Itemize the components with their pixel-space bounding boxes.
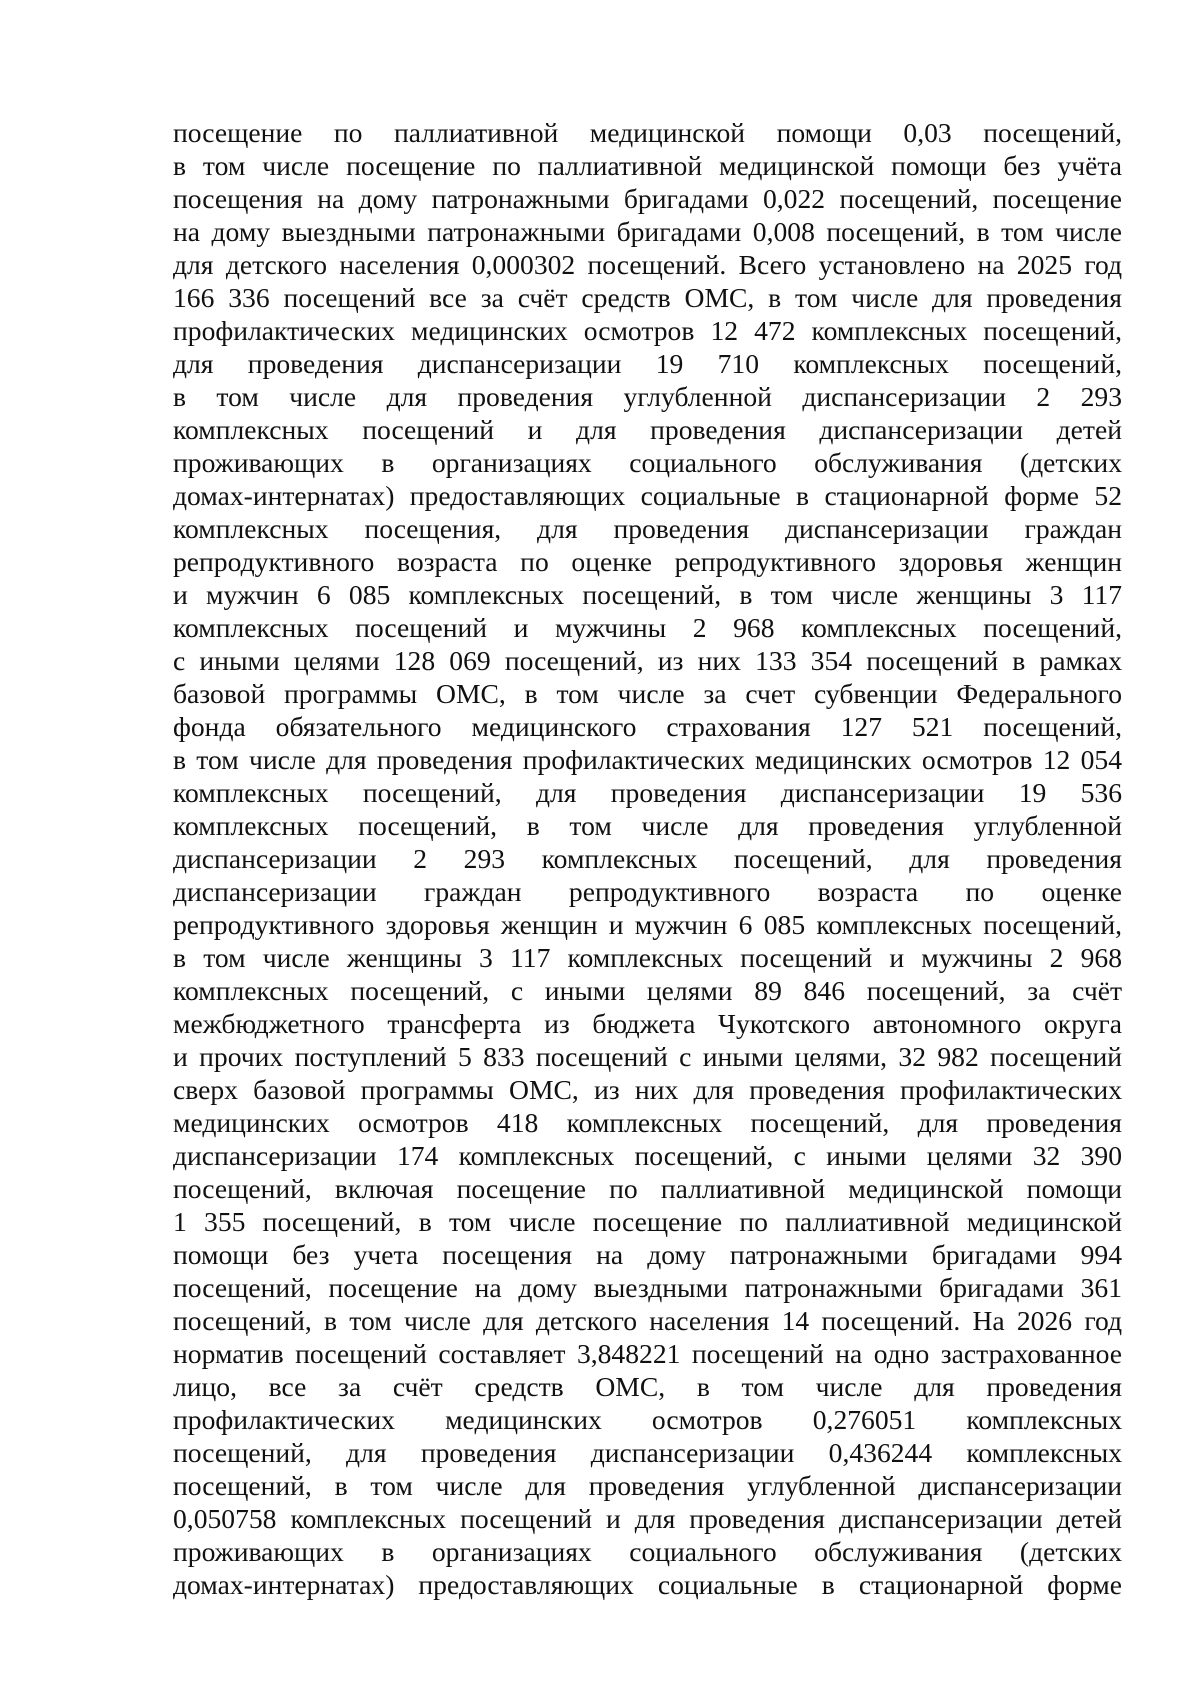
text-line: на дому выездными патронажными бригадами 0,008 посещений, в том числе [173, 216, 1122, 247]
text-line: и прочих поступлений 5 833 посещений с иными целями, 32 982 посещений [173, 1041, 1122, 1072]
text-line: посещение по паллиативной медицинской помощи 0,03 посещений, [173, 117, 1122, 148]
text-line: для проведения диспансеризации 19 710 комплексных посещений, [173, 348, 1122, 379]
text-line: домах-интернатах) предоставляющих социальные в стационарной форме 52 [173, 480, 1122, 511]
text-line: лицо, все за счёт средств ОМС, в том числе для проведения [173, 1371, 1122, 1402]
text-line: комплексных посещений, в том числе для проведения углубленной [173, 810, 1122, 841]
text-line: репродуктивного возраста по оценке репродуктивного здоровья женщин [173, 546, 1122, 577]
text-line: в том числе посещение по паллиативной медицинской помощи без учёта [173, 150, 1122, 181]
text-line: норматив посещений составляет 3,848221 посещений на одно застрахованное [173, 1338, 1122, 1369]
text-line: 1 355 посещений, в том числе посещение по паллиативной медицинской [173, 1206, 1122, 1237]
text-line: в том числе для проведения профилактических медицинских осмотров 12 054 [173, 744, 1122, 775]
text-line: посещений, включая посещение по паллиативной медицинской помощи [173, 1173, 1122, 1204]
text-line: с иными целями 128 069 посещений, из них 133 354 посещений в рамках [173, 645, 1122, 676]
text-line: профилактических медицинских осмотров 12 472 комплексных посещений, [173, 315, 1122, 346]
text-line: помощи без учета посещения на дому патронажными бригадами 994 [173, 1239, 1122, 1270]
text-line: репродуктивного здоровья женщин и мужчин 6 085 комплексных посещений, [173, 909, 1122, 940]
text-line: комплексных посещений и мужчины 2 968 комплексных посещений, [173, 612, 1122, 643]
text-line: комплексных посещений, для проведения диспансеризации 19 536 [173, 777, 1122, 808]
text-line: комплексных посещения, для проведения диспансеризации граждан [173, 513, 1122, 544]
text-line: для детского населения 0,000302 посещений. Всего установлено на 2025 год [173, 249, 1122, 280]
text-line: межбюджетного трансферта из бюджета Чукотского автономного округа [173, 1008, 1122, 1039]
text-line: комплексных посещений, с иными целями 89 846 посещений, за счёт [173, 975, 1122, 1006]
text-line: профилактических медицинских осмотров 0,276051 комплексных [173, 1404, 1122, 1435]
text-line: фонда обязательного медицинского страхования 127 521 посещений, [173, 711, 1122, 742]
text-line: и мужчин 6 085 комплексных посещений, в том числе женщины 3 117 [173, 579, 1122, 610]
text-line: посещений, посещение на дому выездными патронажными бригадами 361 [173, 1272, 1122, 1303]
text-line: в том числе для проведения углубленной диспансеризации 2 293 [173, 381, 1122, 412]
text-line: посещений, для проведения диспансеризации 0,436244 комплексных [173, 1437, 1122, 1468]
text-line: 166 336 посещений все за счёт средств ОМС, в том числе для проведения [173, 282, 1122, 313]
text-line: диспансеризации 2 293 комплексных посещений, для проведения [173, 843, 1122, 874]
text-line: в том числе женщины 3 117 комплексных посещений и мужчины 2 968 [173, 942, 1122, 973]
text-line: проживающих в организациях социального обслуживания (детских [173, 1536, 1122, 1567]
text-line: комплексных посещений и для проведения диспансеризации детей [173, 414, 1122, 445]
text-line: диспансеризации 174 комплексных посещений, с иными целями 32 390 [173, 1140, 1122, 1171]
text-line: медицинских осмотров 418 комплексных посещений, для проведения [173, 1107, 1122, 1138]
text-line: проживающих в организациях социального обслуживания (детских [173, 447, 1122, 478]
text-line: 0,050758 комплексных посещений и для проведения диспансеризации детей [173, 1503, 1122, 1534]
text-line: домах-интернатах) предоставляющих социальные в стационарной форме [173, 1569, 1122, 1600]
text-line: посещений, в том числе для детского населения 14 посещений. На 2026 год [173, 1305, 1122, 1336]
body-paragraph [173, 116, 1122, 1601]
text-line: сверх базовой программы ОМС, из них для проведения профилактических [173, 1074, 1122, 1105]
text-line: диспансеризации граждан репродуктивного возраста по оценке [173, 876, 1122, 907]
text-line: посещений, в том числе для проведения углубленной диспансеризации [173, 1470, 1122, 1501]
text-line: базовой программы ОМС, в том числе за счет субвенции Федерального [173, 678, 1122, 709]
text-line: посещения на дому патронажными бригадами 0,022 посещений, посещение [173, 183, 1122, 214]
